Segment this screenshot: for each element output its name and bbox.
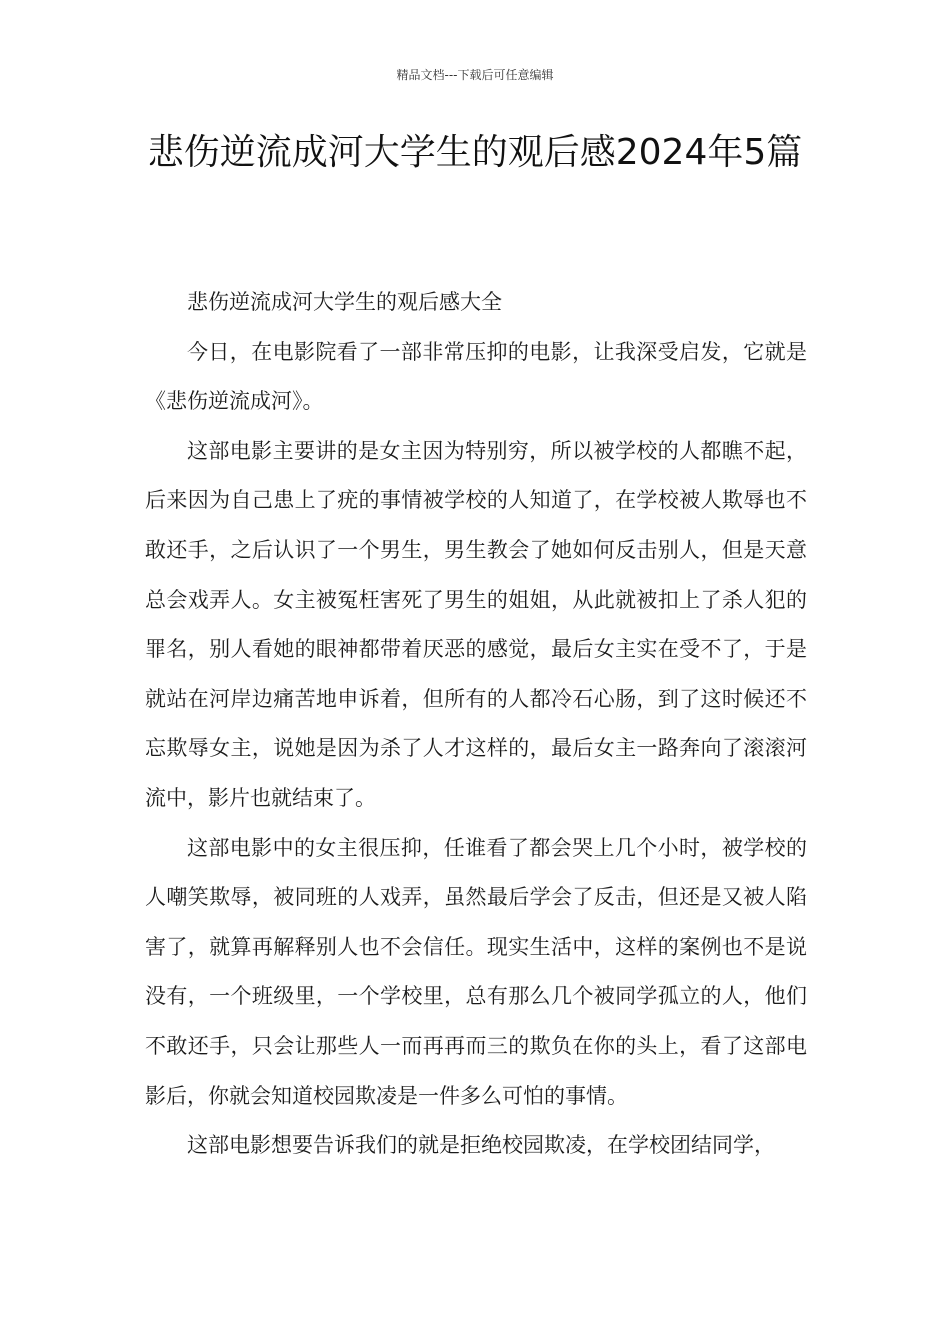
header-note: 精品文档---下载后可任意编辑: [396, 68, 554, 82]
paragraph-subtitle: 悲伤逆流成河大学生的观后感大全: [187, 290, 502, 314]
paragraph-conclusion: 这部电影想要告诉我们的就是拒绝校园欺凌，在学校团结同学，: [187, 1133, 775, 1158]
paragraph-reflection: 这部电影中的女主很压抑，任谁看了都会哭上几个小时，被学校的人嘲笑欺辱，被同班的人戏弄，虽然最后学会了反击，但还是又被人陷害了，就算再解释别人也不会信任。现实生活中，这样的案例也不是说没有，一个班级里，一个学校里，总有那么几个被同学孤立的人，他们不敢还手，只会让那些人一而再再而三的欺负在你的头上，看了这部电影后，你就会知道校园欺凌是一件多么可怕的事情。: [145, 835, 807, 1108]
document-title: 悲伤逆流成河大学生的观后感2024年5篇: [147, 132, 803, 173]
paragraph-plot: 这部电影主要讲的是女主因为特别穷，所以被学校的人都瞧不起，后来因为自己患上了疣的事情被学校的人知道了，在学校被人欺辱也不敢还手，之后认识了一个男生，男生教会了她如何反击别人，但是天意总会戏弄人。女主被冤枉害死了男生的姐姐，从此就被扣上了杀人犯的罪名，别人看她的眼神都带着厌恶的感觉，最后女主实在受不了，于是就站在河岸边痛苦地申诉着，但所有的人都冷石心肠，到了这时候还不忘欺辱女主，说她是因为杀了人才这样的，最后女主一路奔向了滚滚河流中，影片也就结束了。: [145, 438, 807, 810]
paragraph-intro: 今日，在电影院看了一部非常压抑的电影，让我深受启发，它就是《悲伤逆流成河》。: [145, 339, 807, 414]
document-body: [145, 278, 807, 1171]
